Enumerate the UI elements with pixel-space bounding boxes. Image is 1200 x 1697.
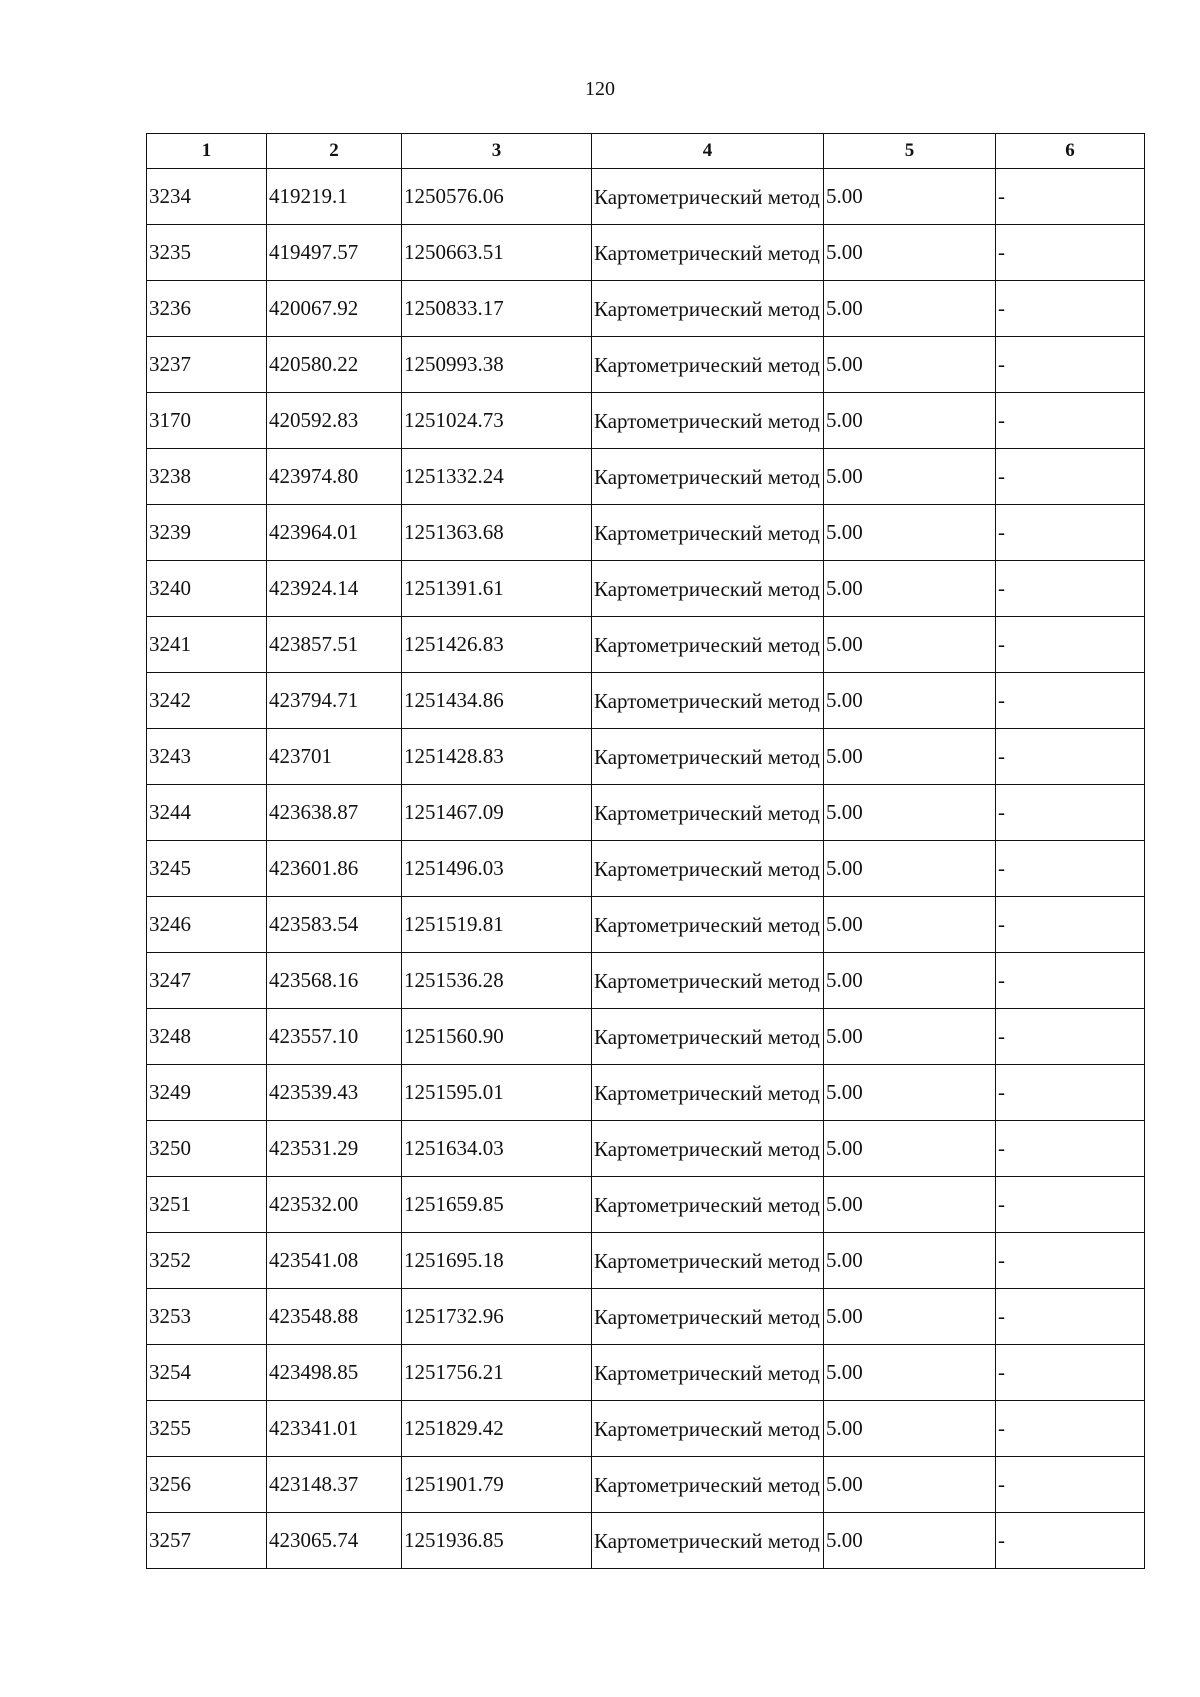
- y-coordinate-cell: 1251536.28: [402, 953, 592, 1009]
- table-header: [147, 134, 1145, 169]
- method-cell: Картометрический метод: [592, 561, 824, 617]
- note-cell: -: [996, 1513, 1145, 1569]
- table-row: [147, 1401, 1145, 1457]
- point-number-cell: 3249: [147, 1065, 267, 1121]
- method-cell: Картометрический метод: [592, 729, 824, 785]
- point-number-cell: 3252: [147, 1233, 267, 1289]
- note-cell: -: [996, 785, 1145, 841]
- method-cell: Картометрический метод: [592, 1457, 824, 1513]
- table-row: [147, 1009, 1145, 1065]
- x-coordinate-cell: 423568.16: [267, 953, 402, 1009]
- point-number-cell: 3256: [147, 1457, 267, 1513]
- method-cell: Картометрический метод: [592, 449, 824, 505]
- accuracy-cell: 5.00: [824, 1289, 996, 1345]
- method-cell: Картометрический метод: [592, 281, 824, 337]
- method-cell: Картометрический метод: [592, 1065, 824, 1121]
- header-row: [147, 134, 1145, 169]
- y-coordinate-cell: 1251391.61: [402, 561, 592, 617]
- accuracy-cell: 5.00: [824, 337, 996, 393]
- accuracy-cell: 5.00: [824, 393, 996, 449]
- point-number-cell: 3254: [147, 1345, 267, 1401]
- note-cell: -: [996, 897, 1145, 953]
- x-coordinate-cell: 423532.00: [267, 1177, 402, 1233]
- x-coordinate-cell: 420592.83: [267, 393, 402, 449]
- note-cell: -: [996, 1009, 1145, 1065]
- y-coordinate-cell: 1251829.42: [402, 1401, 592, 1457]
- method-cell: Картометрический метод: [592, 673, 824, 729]
- note-cell: -: [996, 1121, 1145, 1177]
- y-coordinate-cell: 1251467.09: [402, 785, 592, 841]
- point-number-cell: 3243: [147, 729, 267, 785]
- x-coordinate-cell: 423541.08: [267, 1233, 402, 1289]
- note-cell: -: [996, 337, 1145, 393]
- point-number-cell: 3237: [147, 337, 267, 393]
- note-cell: -: [996, 1457, 1145, 1513]
- accuracy-cell: 5.00: [824, 1121, 996, 1177]
- y-coordinate-cell: 1251901.79: [402, 1457, 592, 1513]
- note-cell: -: [996, 505, 1145, 561]
- x-coordinate-cell: 423583.54: [267, 897, 402, 953]
- point-number-cell: 3248: [147, 1009, 267, 1065]
- table-row: [147, 449, 1145, 505]
- y-coordinate-cell: 1250993.38: [402, 337, 592, 393]
- y-coordinate-cell: 1251732.96: [402, 1289, 592, 1345]
- table-row: [147, 393, 1145, 449]
- note-cell: -: [996, 673, 1145, 729]
- x-coordinate-cell: 423341.01: [267, 1401, 402, 1457]
- note-cell: -: [996, 1289, 1145, 1345]
- column-header: 5: [824, 134, 996, 169]
- table-row: [147, 169, 1145, 225]
- accuracy-cell: 5.00: [824, 673, 996, 729]
- point-number-cell: 3253: [147, 1289, 267, 1345]
- x-coordinate-cell: 423601.86: [267, 841, 402, 897]
- point-number-cell: 3242: [147, 673, 267, 729]
- point-number-cell: 3239: [147, 505, 267, 561]
- accuracy-cell: 5.00: [824, 953, 996, 1009]
- table-row: [147, 785, 1145, 841]
- method-cell: Картометрический метод: [592, 505, 824, 561]
- table-row: [147, 1121, 1145, 1177]
- y-coordinate-cell: 1251595.01: [402, 1065, 592, 1121]
- method-cell: Картометрический метод: [592, 1121, 824, 1177]
- y-coordinate-cell: 1251936.85: [402, 1513, 592, 1569]
- accuracy-cell: 5.00: [824, 617, 996, 673]
- note-cell: -: [996, 449, 1145, 505]
- x-coordinate-cell: 423794.71: [267, 673, 402, 729]
- method-cell: Картометрический метод: [592, 1289, 824, 1345]
- column-header: 6: [996, 134, 1145, 169]
- y-coordinate-cell: 1251659.85: [402, 1177, 592, 1233]
- x-coordinate-cell: 419219.1: [267, 169, 402, 225]
- method-cell: Картометрический метод: [592, 897, 824, 953]
- note-cell: -: [996, 1233, 1145, 1289]
- note-cell: -: [996, 953, 1145, 1009]
- point-number-cell: 3236: [147, 281, 267, 337]
- point-number-cell: 3257: [147, 1513, 267, 1569]
- table-row: [147, 1289, 1145, 1345]
- note-cell: -: [996, 561, 1145, 617]
- accuracy-cell: 5.00: [824, 785, 996, 841]
- accuracy-cell: 5.00: [824, 1177, 996, 1233]
- note-cell: -: [996, 393, 1145, 449]
- x-coordinate-cell: 423964.01: [267, 505, 402, 561]
- accuracy-cell: 5.00: [824, 169, 996, 225]
- table-row: [147, 841, 1145, 897]
- table-row: [147, 1513, 1145, 1569]
- x-coordinate-cell: 423701: [267, 729, 402, 785]
- x-coordinate-cell: 423539.43: [267, 1065, 402, 1121]
- accuracy-cell: 5.00: [824, 1009, 996, 1065]
- accuracy-cell: 5.00: [824, 1401, 996, 1457]
- table-row: [147, 281, 1145, 337]
- method-cell: Картометрический метод: [592, 953, 824, 1009]
- y-coordinate-cell: 1250663.51: [402, 225, 592, 281]
- method-cell: Картометрический метод: [592, 1513, 824, 1569]
- x-coordinate-cell: 423531.29: [267, 1121, 402, 1177]
- y-coordinate-cell: 1251363.68: [402, 505, 592, 561]
- point-number-cell: 3235: [147, 225, 267, 281]
- method-cell: Картометрический метод: [592, 841, 824, 897]
- method-cell: Картометрический метод: [592, 1177, 824, 1233]
- y-coordinate-cell: 1251428.83: [402, 729, 592, 785]
- y-coordinate-cell: 1251756.21: [402, 1345, 592, 1401]
- y-coordinate-cell: 1251426.83: [402, 617, 592, 673]
- method-cell: Картометрический метод: [592, 1233, 824, 1289]
- method-cell: Картометрический метод: [592, 225, 824, 281]
- x-coordinate-cell: 423924.14: [267, 561, 402, 617]
- y-coordinate-cell: 1251519.81: [402, 897, 592, 953]
- point-number-cell: 3246: [147, 897, 267, 953]
- accuracy-cell: 5.00: [824, 225, 996, 281]
- method-cell: Картометрический метод: [592, 337, 824, 393]
- x-coordinate-cell: 423557.10: [267, 1009, 402, 1065]
- accuracy-cell: 5.00: [824, 1065, 996, 1121]
- method-cell: Картометрический метод: [592, 785, 824, 841]
- note-cell: -: [996, 1065, 1145, 1121]
- x-coordinate-cell: 423974.80: [267, 449, 402, 505]
- accuracy-cell: 5.00: [824, 841, 996, 897]
- method-cell: Картометрический метод: [592, 1009, 824, 1065]
- page-number: 120: [585, 78, 615, 100]
- x-coordinate-cell: 423548.88: [267, 1289, 402, 1345]
- x-coordinate-cell: 423148.37: [267, 1457, 402, 1513]
- note-cell: -: [996, 1177, 1145, 1233]
- y-coordinate-cell: 1251634.03: [402, 1121, 592, 1177]
- point-number-cell: 3238: [147, 449, 267, 505]
- point-number-cell: 3251: [147, 1177, 267, 1233]
- accuracy-cell: 5.00: [824, 1233, 996, 1289]
- point-number-cell: 3250: [147, 1121, 267, 1177]
- table-row: [147, 561, 1145, 617]
- note-cell: -: [996, 169, 1145, 225]
- point-number-cell: 3234: [147, 169, 267, 225]
- note-cell: -: [996, 617, 1145, 673]
- x-coordinate-cell: 420067.92: [267, 281, 402, 337]
- note-cell: -: [996, 729, 1145, 785]
- column-header: 1: [147, 134, 267, 169]
- accuracy-cell: 5.00: [824, 449, 996, 505]
- note-cell: -: [996, 281, 1145, 337]
- y-coordinate-cell: 1251560.90: [402, 1009, 592, 1065]
- table-row: [147, 897, 1145, 953]
- y-coordinate-cell: 1251024.73: [402, 393, 592, 449]
- y-coordinate-cell: 1251434.86: [402, 673, 592, 729]
- accuracy-cell: 5.00: [824, 1457, 996, 1513]
- note-cell: -: [996, 1345, 1145, 1401]
- point-number-cell: 3170: [147, 393, 267, 449]
- table-body: [147, 169, 1145, 1569]
- accuracy-cell: 5.00: [824, 561, 996, 617]
- table-row: [147, 1345, 1145, 1401]
- method-cell: Картометрический метод: [592, 169, 824, 225]
- column-header: 3: [402, 134, 592, 169]
- table-row: [147, 225, 1145, 281]
- method-cell: Картометрический метод: [592, 393, 824, 449]
- x-coordinate-cell: 423498.85: [267, 1345, 402, 1401]
- table-row: [147, 673, 1145, 729]
- x-coordinate-cell: 419497.57: [267, 225, 402, 281]
- y-coordinate-cell: 1251332.24: [402, 449, 592, 505]
- note-cell: -: [996, 1401, 1145, 1457]
- x-coordinate-cell: 423857.51: [267, 617, 402, 673]
- y-coordinate-cell: 1250576.06: [402, 169, 592, 225]
- point-number-cell: 3244: [147, 785, 267, 841]
- y-coordinate-cell: 1251695.18: [402, 1233, 592, 1289]
- table-row: [147, 617, 1145, 673]
- table-row: [147, 1233, 1145, 1289]
- coordinates-table: [146, 133, 1145, 1569]
- accuracy-cell: 5.00: [824, 1513, 996, 1569]
- point-number-cell: 3245: [147, 841, 267, 897]
- column-header: 2: [267, 134, 402, 169]
- note-cell: -: [996, 225, 1145, 281]
- column-header: 4: [592, 134, 824, 169]
- point-number-cell: 3255: [147, 1401, 267, 1457]
- point-number-cell: 3247: [147, 953, 267, 1009]
- table-row: [147, 505, 1145, 561]
- method-cell: Картометрический метод: [592, 1345, 824, 1401]
- table-row: [147, 1065, 1145, 1121]
- table-row: [147, 1177, 1145, 1233]
- note-cell: -: [996, 841, 1145, 897]
- accuracy-cell: 5.00: [824, 897, 996, 953]
- x-coordinate-cell: 420580.22: [267, 337, 402, 393]
- method-cell: Картометрический метод: [592, 617, 824, 673]
- y-coordinate-cell: 1251496.03: [402, 841, 592, 897]
- table-row: [147, 729, 1145, 785]
- table-row: [147, 953, 1145, 1009]
- y-coordinate-cell: 1250833.17: [402, 281, 592, 337]
- table-row: [147, 337, 1145, 393]
- accuracy-cell: 5.00: [824, 729, 996, 785]
- accuracy-cell: 5.00: [824, 281, 996, 337]
- table-row: [147, 1457, 1145, 1513]
- x-coordinate-cell: 423638.87: [267, 785, 402, 841]
- accuracy-cell: 5.00: [824, 1345, 996, 1401]
- point-number-cell: 3241: [147, 617, 267, 673]
- point-number-cell: 3240: [147, 561, 267, 617]
- method-cell: Картометрический метод: [592, 1401, 824, 1457]
- x-coordinate-cell: 423065.74: [267, 1513, 402, 1569]
- accuracy-cell: 5.00: [824, 505, 996, 561]
